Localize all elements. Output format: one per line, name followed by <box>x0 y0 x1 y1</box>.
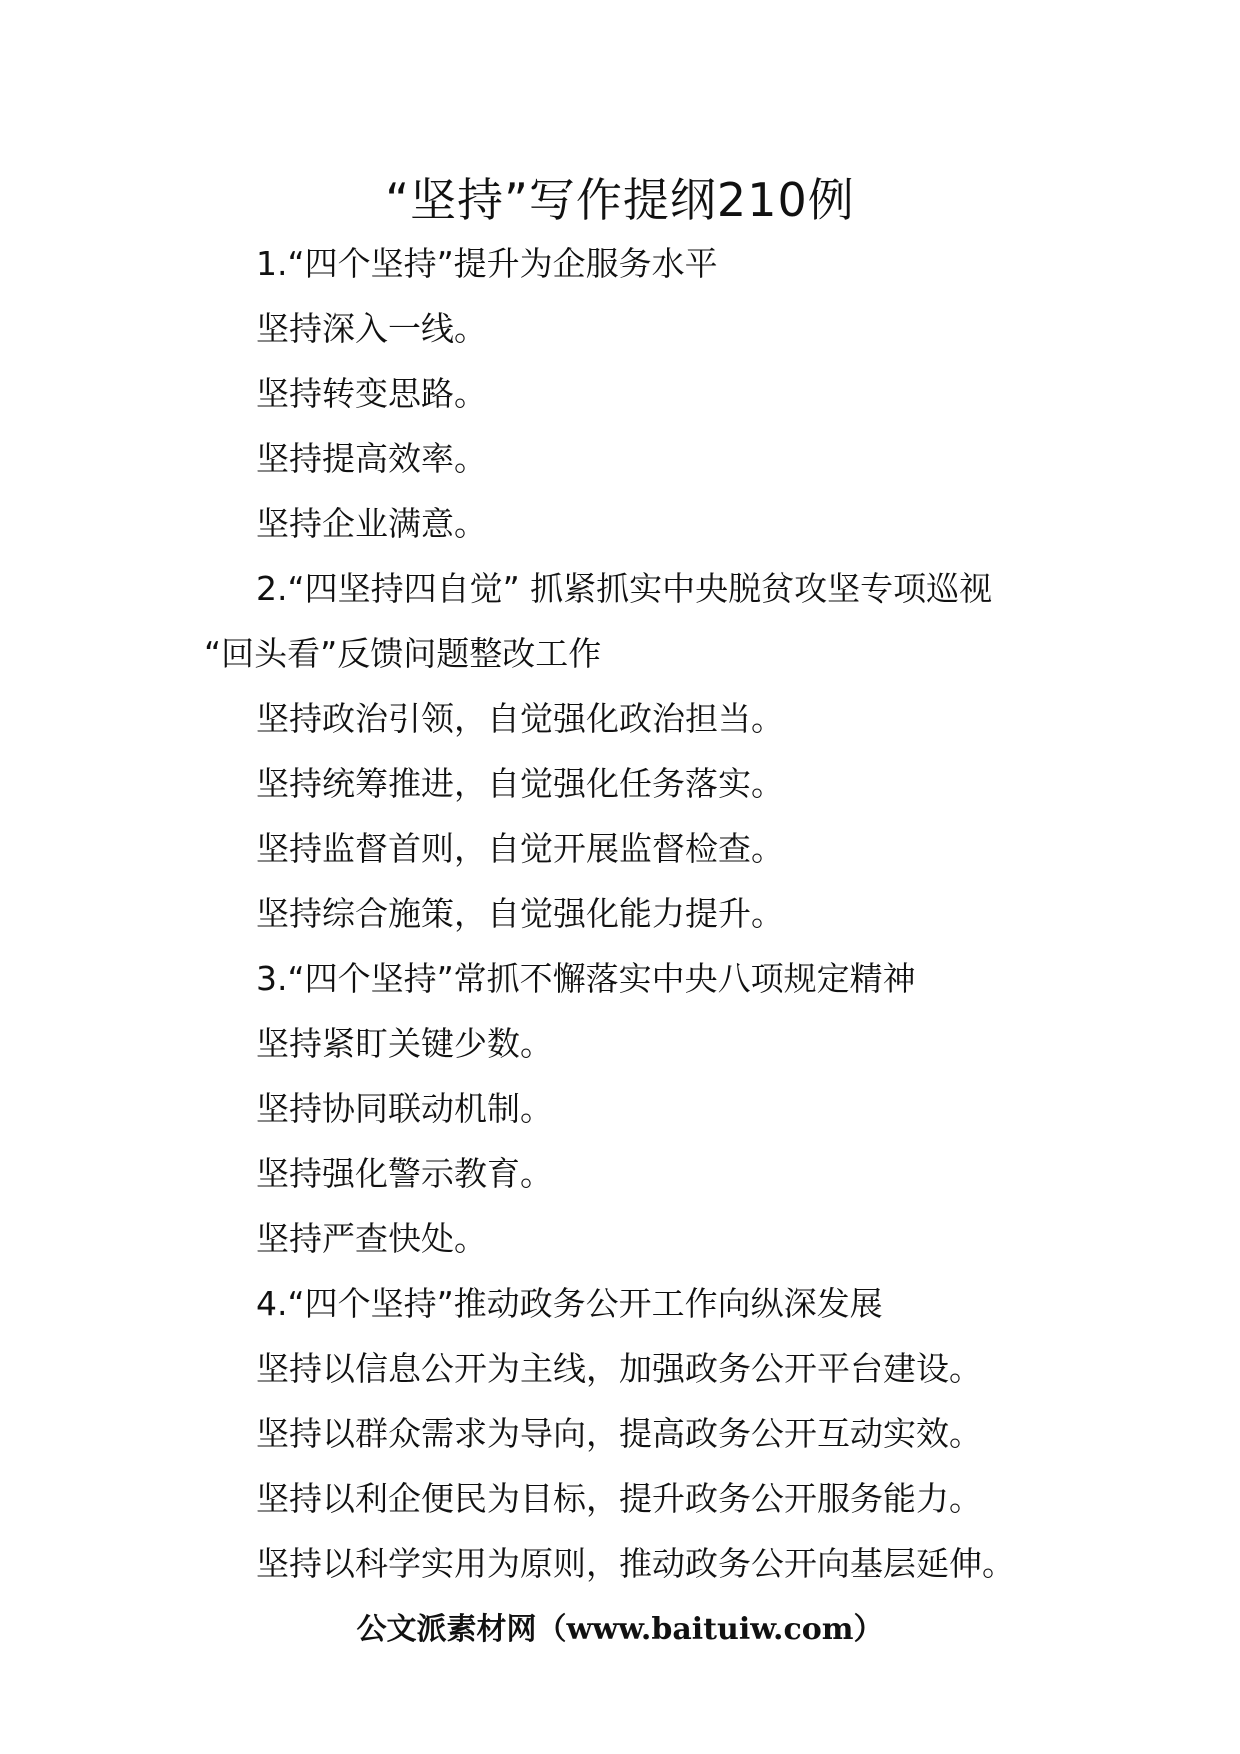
footer-source: 公文派素材网（www.baituiw.com） <box>356 1612 884 1647</box>
list-item: 坚持综合施策，自觉强化能力提升。 <box>256 894 784 933</box>
list-item: 坚持紧盯关键少数。 <box>256 1024 553 1063</box>
section-heading-2: 2.“四坚持四自觉” 抓紧抓实中央脱贫攻坚专项巡视 <box>256 569 993 608</box>
list-item: 坚持以科学实用为原则，推动政务公开向基层延伸。 <box>256 1544 1015 1583</box>
section-heading-1: 1.“四个坚持”提升为企服务水平 <box>256 244 718 283</box>
list-item: 坚持提高效率。 <box>256 439 487 478</box>
list-item: 坚持以群众需求为导向，提高政务公开互动实效。 <box>256 1414 982 1453</box>
section-heading-2-continued: “回头看”反馈问题整改工作 <box>204 634 602 673</box>
list-item: 坚持强化警示教育。 <box>256 1154 553 1193</box>
list-item: 坚持企业满意。 <box>256 504 487 543</box>
list-item: 坚持以利企便民为目标，提升政务公开服务能力。 <box>256 1479 982 1518</box>
list-item: 坚持深入一线。 <box>256 309 487 348</box>
list-item: 坚持以信息公开为主线，加强政务公开平台建设。 <box>256 1349 982 1388</box>
list-item: 坚持严查快处。 <box>256 1219 487 1258</box>
list-item: 坚持政治引领，自觉强化政治担当。 <box>256 699 784 738</box>
section-heading-3: 3.“四个坚持”常抓不懈落实中央八项规定精神 <box>256 959 916 998</box>
list-item: 坚持协同联动机制。 <box>256 1089 553 1128</box>
document-body <box>0 231 1240 1596</box>
section-heading-4: 4.“四个坚持”推动政务公开工作向纵深发展 <box>256 1284 883 1323</box>
list-item: 坚持统筹推进，自觉强化任务落实。 <box>256 764 784 803</box>
list-item: 坚持转变思路。 <box>256 374 487 413</box>
document-title: “坚持”写作提纲210例 <box>385 173 855 227</box>
list-item: 坚持监督首则，自觉开展监督检查。 <box>256 829 784 868</box>
